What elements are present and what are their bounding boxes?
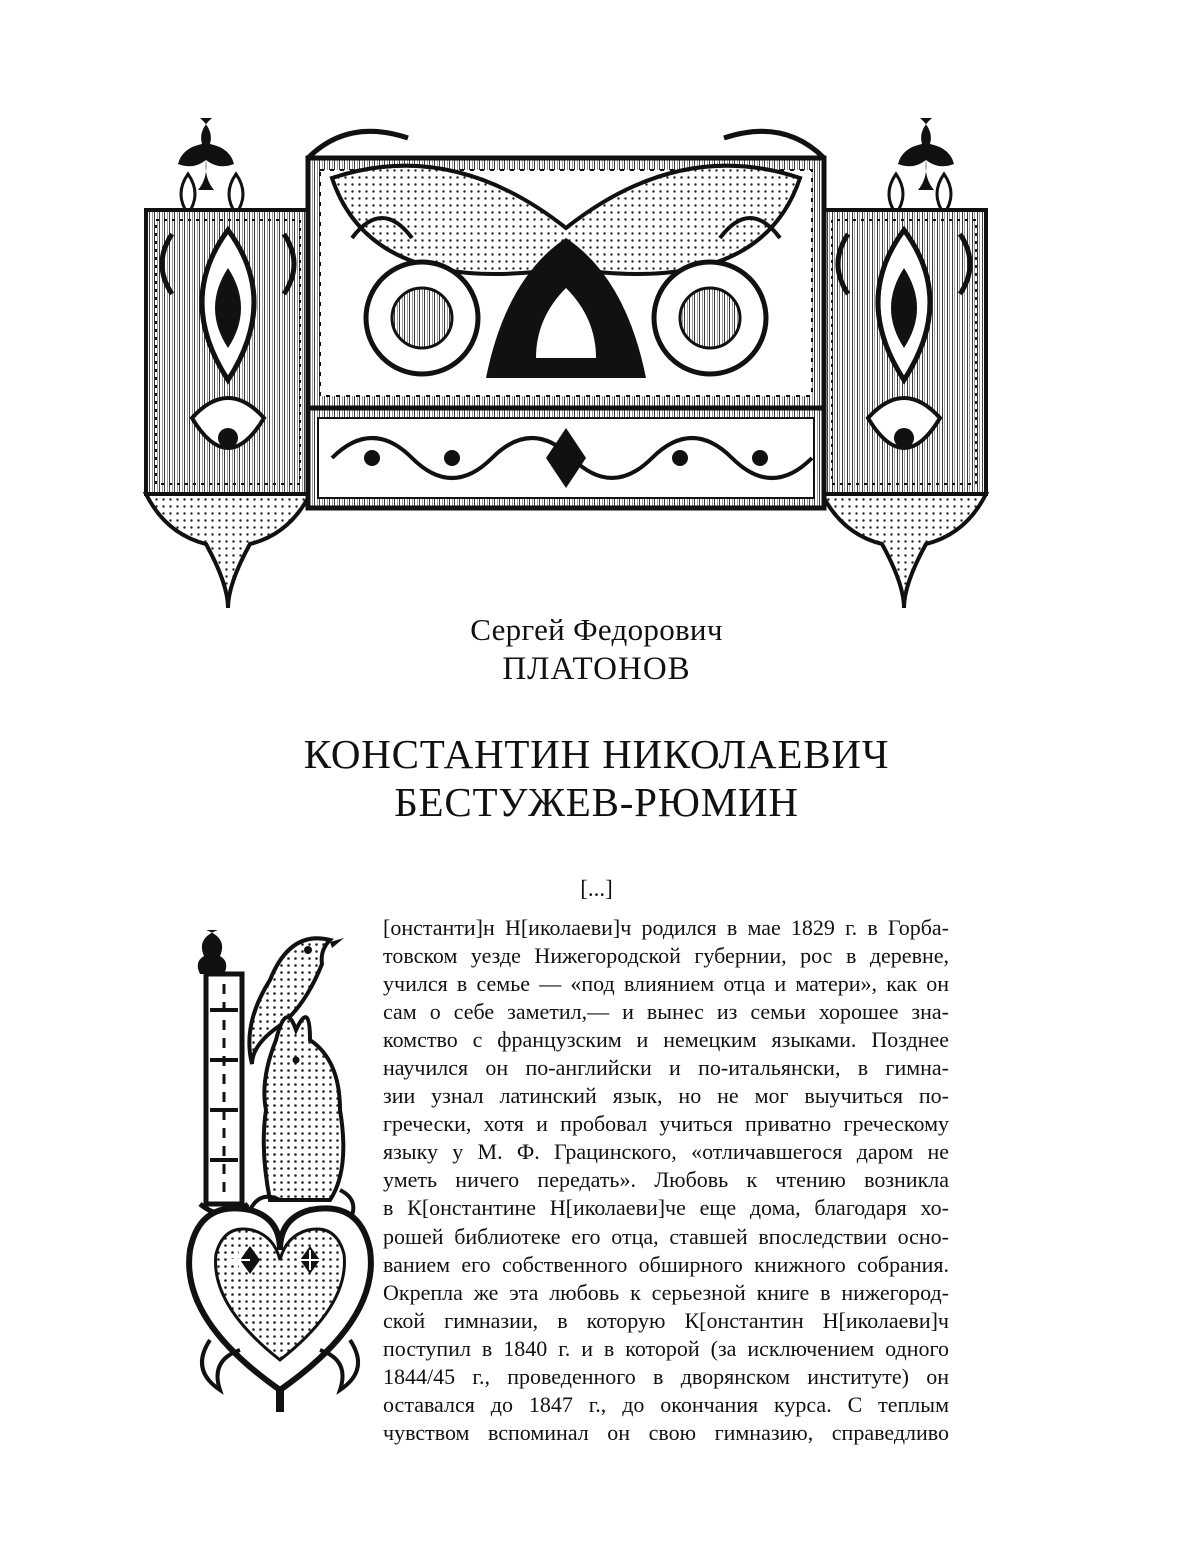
author-surname: ПЛАТОНОВ [502,651,691,687]
body-text-line: 1844/45 г., проведенного в дворянском институте) он [383,1363,949,1389]
body-text-line: в К[онстантине Н[иколаеви]че еще дома, благодаря хо- [383,1195,949,1221]
body-text-line: рошей библиотеке его отца, ставшей впоследствии осно- [383,1223,949,1249]
body-text-line: языку у М. Ф. Грацинского, «отличавшегося даром не [383,1139,949,1165]
body-text-line: уметь ничего передать». Любовь к чтению возникла [383,1167,949,1193]
body-text-line: товском уезде Нижегородской губернии, рос в деревне, [383,943,949,969]
body-text-line: зии узнал латинский язык, но не мог выучиться по- [383,1083,949,1109]
decorated-initial-letter [180,920,380,1420]
ornamental-headpiece [132,118,1000,608]
body-text-line: сам о себе заметил,— и вынес из семьи хорошее зна- [383,999,949,1025]
lower-ornament-band [308,408,824,508]
body-text-line: ской гимназии, в которую К[онстантин Н[иколаеви]ч [383,1307,949,1333]
body-text-line: чувством вспоминал он свою гимназию, справедливо [383,1419,949,1445]
body-text-line: ванием его собственного обширного книжного собрания. [383,1251,949,1277]
article-body [383,914,949,1447]
body-text-line: поступил в 1840 г. и в которой (за исключением одного [383,1335,949,1361]
left-ornament-column [146,118,310,608]
body-text-line: [онстанти]н Н[иколаеви]ч родился в мае 1829 г. в Горба- [383,915,949,940]
author-name: Сергей Федорович [470,612,723,647]
title-line-1: КОНСТАНТИН НИКОЛАЕВИЧ [303,731,890,777]
omission-mark: [...] [580,876,613,901]
body-text-line: Окрепла же эта любовь к серьезной книге в нижегород- [383,1279,949,1305]
body-text-line: оставался до 1847 г., до окончания курса. С теплым [383,1391,949,1417]
body-text-line: гречески, хотя и пробовал учиться приватно греческому [383,1111,949,1137]
body-text-line: научился он по-английски и по-итальянски, в гимна- [383,1055,949,1081]
body-text-line: комство с французским и немецким языками. Позднее [383,1027,949,1053]
right-ornament-column [822,118,986,608]
initial-stem [198,930,248,1214]
central-ornament-panel [308,131,824,408]
title-line-2: БЕСТУЖЕВ-РЮМИН [394,779,799,825]
initial-hare [250,1017,353,1220]
body-text-line: учился в семье — «под влиянием отца и матери», как он [383,971,949,997]
initial-heart-ornament [189,1208,371,1412]
